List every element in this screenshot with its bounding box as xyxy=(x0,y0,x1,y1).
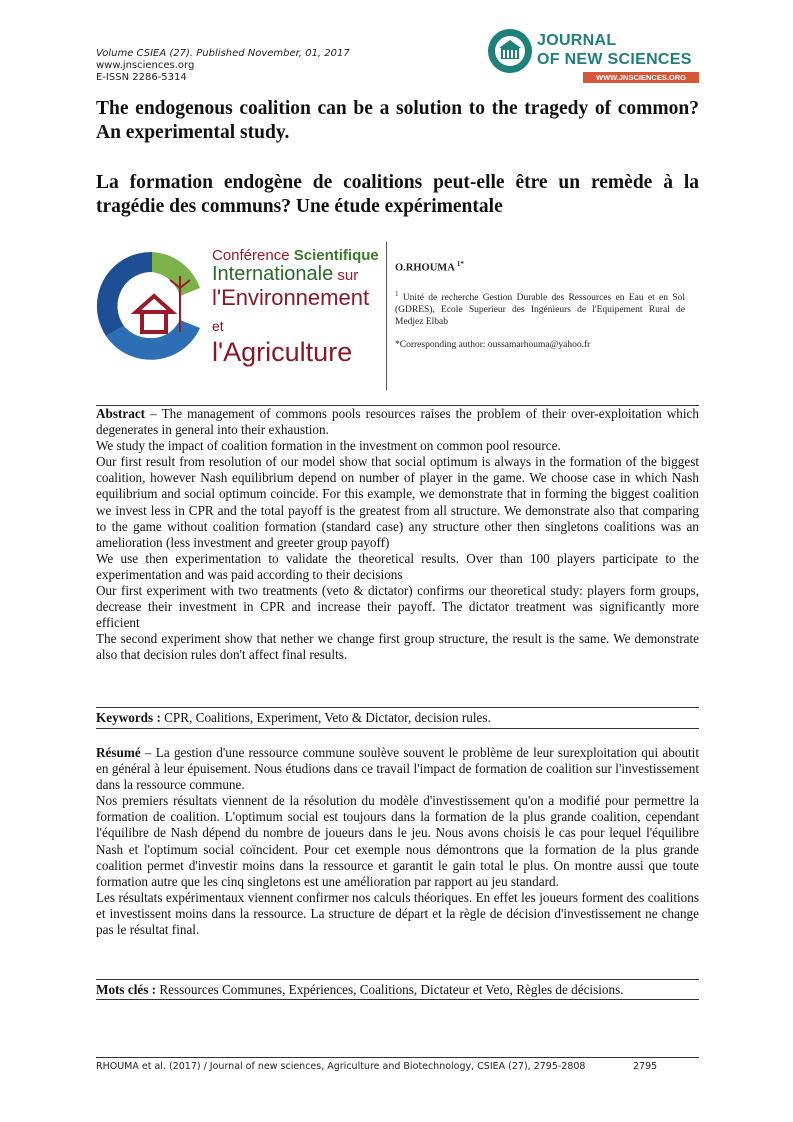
motscles-top-rule xyxy=(96,979,699,980)
logo-agriculture-word: l'Agriculture xyxy=(212,337,353,367)
keywords-text: CPR, Coalitions, Experiment, Veto & Dictator, decision rules. xyxy=(160,710,491,725)
logo-scientifique-word: Scientifique xyxy=(293,247,379,264)
conference-emblem-icon xyxy=(96,248,208,366)
title-french: La formation endogène de coalitions peut-elle être un remède à la tragédie des communs? Une étude expérimentale xyxy=(96,172,699,217)
affiliation-text: Unité de recherche Gestion Durable des Ressources en Eau et en Sol (GDRES), Ecole Superieur des Ingénieurs de l'Equipement Rural de Medjez Elbab xyxy=(395,292,685,327)
keywords-top-rule xyxy=(96,707,699,708)
motscles-text: Ressources Communes, Expériences, Coalitions, Dictateur et Veto, Règles de décisions. xyxy=(156,982,624,997)
keywords-line xyxy=(96,710,699,726)
volume-line: Volume CSIEA (27). Published November, 01, 2017 xyxy=(96,48,350,59)
abstract-p1: The management of commons pools resources raises the problem of their over-exploitation which degenerates in general into their exhaustion. xyxy=(96,406,699,438)
abstract-label: Abstract xyxy=(96,406,146,421)
abstract-p3: Our first result from resolution of our model show that social optimum is always in the formation of the biggest coalition, however Nash equilibrium depend on number of player in the game. We choose case in which Nash equilibrium and social optimum coincide. For this example, we demonstrate that in forming the biggest coalition we invest less in CPR and the total payoff is the greatest from all structure. We demonstrate also that comparing to the game without coalition formation (standard case) any structure other then singletons coalitions was an amelioration (less investment and greeter group payoff) xyxy=(96,454,699,550)
footer-citation: RHOUMA et al. (2017) / Journal of new sciences, Agriculture and Biotechnology, CSIEA (27), 2795-2808 xyxy=(96,1061,586,1072)
author-superscript: 1* xyxy=(456,260,464,268)
resume-p2: Nos premiers résultats viennent de la résolution du modèle d'investissement qu'on a modifié pour permettre la formation de coalition. L'optimum social est toujours dans la formation de la plus grande coalition, cependant l'équilibre de Nash dépend du nombre de joueurs dans le jeu. Nous avons choisis le cas pour lequel l'équilibre Nash et l'optimum social coïncident. Pour cet exemple nous démontrons que la formation de la plus grande coalition permet d'investir moins dans la ressource et garantit le gain total le plus. On montre aussi que toute formation autre que les cinq singletons est une amélioration par rapport au jeu standard. xyxy=(96,793,699,889)
motscles-line xyxy=(96,982,699,998)
logo-environnement-word: l'Environnement xyxy=(212,285,370,310)
logo-conference-word: Conférence xyxy=(212,247,294,264)
conference-logo-text xyxy=(212,248,382,366)
affiliation-superscript: 1 xyxy=(395,289,399,298)
conference-logo xyxy=(96,248,381,366)
author-divider xyxy=(386,242,387,390)
abstract-p4: We use then experimentation to validate the theoretical results. Over than 100 players participate to the experimentation and was paid according to their decisions xyxy=(96,550,699,582)
corresponding-author: *Corresponding author: oussamarhouma@yahoo.fr xyxy=(395,339,591,350)
resume-label: Résumé xyxy=(96,745,141,760)
motscles-bottom-rule xyxy=(96,999,699,1000)
journal-name-line1: JOURNAL xyxy=(537,32,617,49)
resume-section: Résumé – La gestion d'une ressource commune soulève souvent le problème de leur surexploitation qui aboutit en général à leur épuisement. Nous étudions dans ce travail l'impact de formation de coalition sur l'investissement dans la ressource commune. Nos premiers résultats viennent de la résolution du modèle d'investissement qu'on a modifié pour permettre la formation de coalition. L'optimum social est toujours dans la formation de la plus grande coalition, cependant l'équilibre de Nash dépend du nombre de joueurs dans le jeu. Nous avons choisis le cas pour lequel l'équilibre Nash et l'optimum social coïncident. Pour cet exemple nous démontrons que la formation de la plus grande coalition permet d'investir moins dans la ressource et garantit le gain total le plus. On montre aussi que toute formation autre que les cinq singletons est une amélioration par rapport au jeu standard. Les résultats expérimentaux viennent confirmer nos calculs théoriques. En effet les joueurs forment des coalitions et investissent moins dans la ressource. La structure de départ et la règle de décision d'investissement ne change pas le résultat final. xyxy=(96,745,699,938)
keywords-label: Keywords : xyxy=(96,710,161,725)
motscles-label: Mots clés : xyxy=(96,982,157,997)
abstract-p6: The second experiment show that nether we change first group structure, the result is the same. We demonstrate also that decision rules don't affect final results. xyxy=(96,631,699,663)
author-name: O.RHOUMA xyxy=(395,262,455,274)
author-block xyxy=(395,258,685,351)
title-english: The endogenous coalition can be a solution to the tragedy of common? An experimental study. xyxy=(96,98,699,143)
journal-url-bar: WWW.JNSCIENCES.ORG xyxy=(583,72,699,83)
logo-internationale-word: Internationale xyxy=(212,263,334,285)
journal-header xyxy=(96,48,396,84)
journal-emblem-icon xyxy=(487,28,533,74)
abstract-p2: We study the impact of coalition formation in the investment on common pool resource. xyxy=(96,438,561,454)
issn-line: E-ISSN 2286-5314 xyxy=(96,72,187,83)
abstract-p5: Our first experiment with two treatments (veto & dictator) confirms our theoretical study: players form groups, decrease their investment in CPR and increase their payoff. The dictator treatment was significantly more efficient xyxy=(96,583,699,631)
journal-name-line2: OF NEW SCIENCES xyxy=(537,51,692,68)
journal-logo xyxy=(487,22,702,92)
resume-p1: La gestion d'une ressource commune soulève souvent le problème de leur surexploitation qui aboutit en général à leur épuisement. Nous étudions dans ce travail l'impact de formation de coalition sur l'investissement dans la ressource commune. xyxy=(96,745,699,793)
page-number: 2795 xyxy=(633,1061,658,1072)
logo-sur-word: sur xyxy=(333,267,359,284)
keywords-bottom-rule xyxy=(96,728,699,729)
resume-p3: Les résultats expérimentaux viennent confirmer nos calculs théoriques. En effet les joueurs forment des coalitions et investissent moins dans la ressource. La structure de départ et la règle de décision d'investissement ne change pas le résultat final. xyxy=(96,889,699,938)
logo-et-word: et xyxy=(212,318,224,334)
abstract-section: Abstract – The management of commons pools resources raises the problem of their over-exploitation which degenerates in general into their exhaustion. We study the impact of coalition formation in the investment on common pool resource. Our first result from resolution of our model show that social optimum is always in the formation of the biggest coalition, however Nash equilibrium depend on number of player in the game. We choose case in which Nash equilibrium and social optimum coincide. For this example, we demonstrate that in forming the biggest coalition we invest less in CPR and the total payoff is the greatest from all structure. We demonstrate also that comparing to the game without coalition formation (standard case) any structure other then singletons coalitions was an amelioration (less investment and greeter group payoff) We use then experimentation to validate the theoretical results. Over than 100 players participate to the experimentation and was paid according to their decisions Our first experiment with two treatments (veto & dictator) confirms our theoretical study: players form groups, decrease their investment in CPR and increase their payoff. The dictator treatment was significantly more efficient The second experiment show that nether we change first group structure, the result is the same. We demonstrate also that decision rules don't affect final results. xyxy=(96,406,699,663)
footer-rule xyxy=(96,1057,699,1058)
website-line: www.jnsciences.org xyxy=(96,60,195,71)
